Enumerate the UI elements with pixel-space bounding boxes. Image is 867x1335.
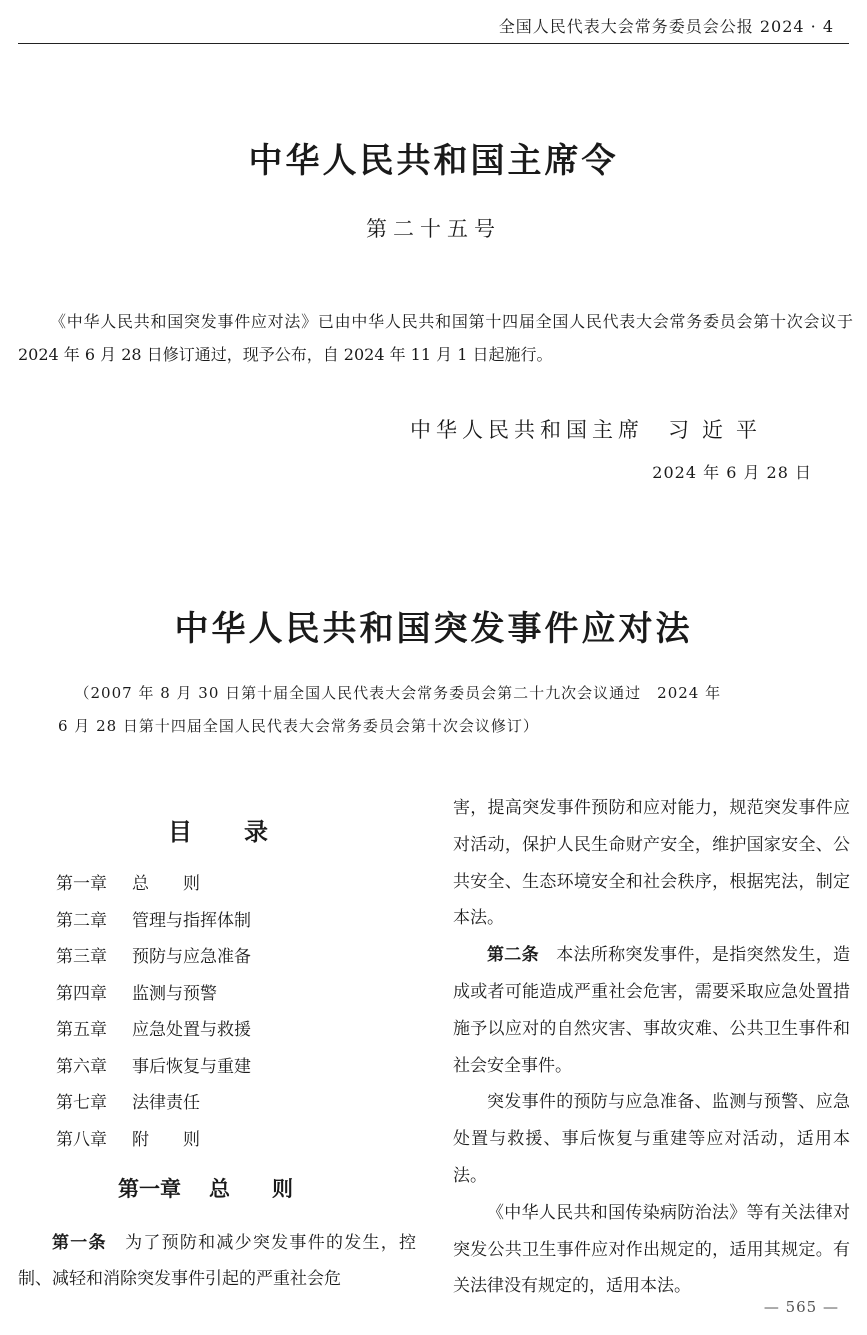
article-1-continuation: 害，提高突发事件预防和应对能力，规范突发事件应对活动，保护人民生命财产安全，维护国家安全、公共安全、生态环境安全和社会秩序，根据宪法，制定本法。	[453, 798, 850, 929]
toc-heading	[168, 812, 268, 847]
article-2-paragraph-2: 突发事件的预防与应急准备、监测与预警、应急处置与救援、事后恢复与重建等应对活动，适用本法。	[453, 1092, 850, 1186]
right-column	[453, 790, 850, 1305]
toc-item-number: 第三章	[56, 947, 107, 967]
article-1	[18, 1225, 416, 1297]
running-header: 全国人民代表大会常务委员会公报 2024 · 4	[498, 17, 834, 36]
toc-item	[56, 1085, 386, 1122]
toc-item-number: 第四章	[56, 983, 107, 1004]
order-number: 第二十五号	[366, 217, 501, 241]
article-1-label: 第一条	[52, 1233, 107, 1253]
signer-name: 习近平	[668, 418, 770, 442]
toc-item-name: 附 则	[132, 1129, 200, 1150]
toc-heading-left: 目	[168, 817, 192, 846]
toc-item-number: 第五章	[56, 1020, 107, 1040]
toc-item	[56, 1122, 386, 1159]
toc-item-name: 预防与应急准备	[132, 947, 251, 967]
order-body	[18, 305, 853, 371]
toc-item-name: 管理与指挥体制	[132, 910, 251, 931]
toc-item-number: 第六章	[56, 1056, 107, 1077]
toc-item-number: 第一章	[56, 874, 107, 894]
page-number: — 565 —	[763, 1298, 839, 1316]
toc-item-number: 第八章	[56, 1129, 107, 1150]
law-adoption-note	[58, 677, 818, 743]
order-title: 中华人民共和国主席令	[248, 141, 619, 181]
law-note-line-2: 6 月 28 日第十四届全国人民代表大会常务委员会第十次会议修订）	[58, 717, 539, 735]
toc-heading-right: 录	[244, 817, 268, 846]
article-1-text: 为了预防和减少突发事件的发生，控制、减轻和消除突发事件引起的严重社会危	[18, 1233, 417, 1289]
toc-item	[56, 903, 386, 940]
toc-item	[56, 939, 386, 976]
article-2-text: 本法所称突发事件，是指突然发生，造成或者可能造成严重社会危害，需要采取应急处置措施予以应对的自然灾害、事故灾难、公共卫生事件和社会安全事件。	[453, 945, 851, 1076]
toc-item	[56, 1012, 386, 1049]
article-2-paragraph-3: 《中华人民共和国传染病防治法》等有关法律对突发公共卫生事件应对作出规定的，适用其规定。有关法律没有规定的，适用本法。	[453, 1202, 850, 1297]
toc-item-name: 应急处置与救援	[132, 1020, 251, 1040]
toc-item-name: 总 则	[132, 874, 200, 894]
toc-item	[56, 866, 386, 903]
chapter-heading	[118, 1173, 335, 1203]
article-2	[453, 937, 850, 1084]
law-title: 中华人民共和国突发事件应对法	[174, 609, 693, 649]
chapter-title: 总则	[209, 1176, 335, 1201]
header-rule	[18, 43, 849, 44]
toc-item-number: 第二章	[56, 910, 107, 931]
law-note-line-1: （2007 年 8 月 30 日第十届全国人民代表大会常务委员会第二十九次会议通过 2024 年	[74, 684, 722, 702]
signer-title: 中华人民共和国主席	[410, 418, 644, 442]
toc-item	[56, 1049, 386, 1086]
toc-item-name: 事后恢复与重建	[132, 1056, 251, 1077]
table-of-contents	[56, 866, 386, 1158]
signature-date: 2024 年 6 月 28 日	[652, 463, 812, 482]
toc-item	[56, 976, 386, 1013]
article-2-label: 第二条	[487, 945, 539, 966]
toc-item-name: 法律责任	[132, 1093, 200, 1113]
toc-item-number: 第七章	[56, 1093, 107, 1113]
toc-item-name: 监测与预警	[132, 983, 217, 1004]
chapter-number: 第一章	[118, 1176, 181, 1201]
order-body-text: 《中华人民共和国突发事件应对法》已由中华人民共和国第十四届全国人民代表大会常务委员会第十次会议于 2024 年 6 月 28 日修订通过，现予公布，自 2024 年 11 月 1 日起施行。	[18, 312, 853, 364]
signature-block	[410, 414, 770, 444]
